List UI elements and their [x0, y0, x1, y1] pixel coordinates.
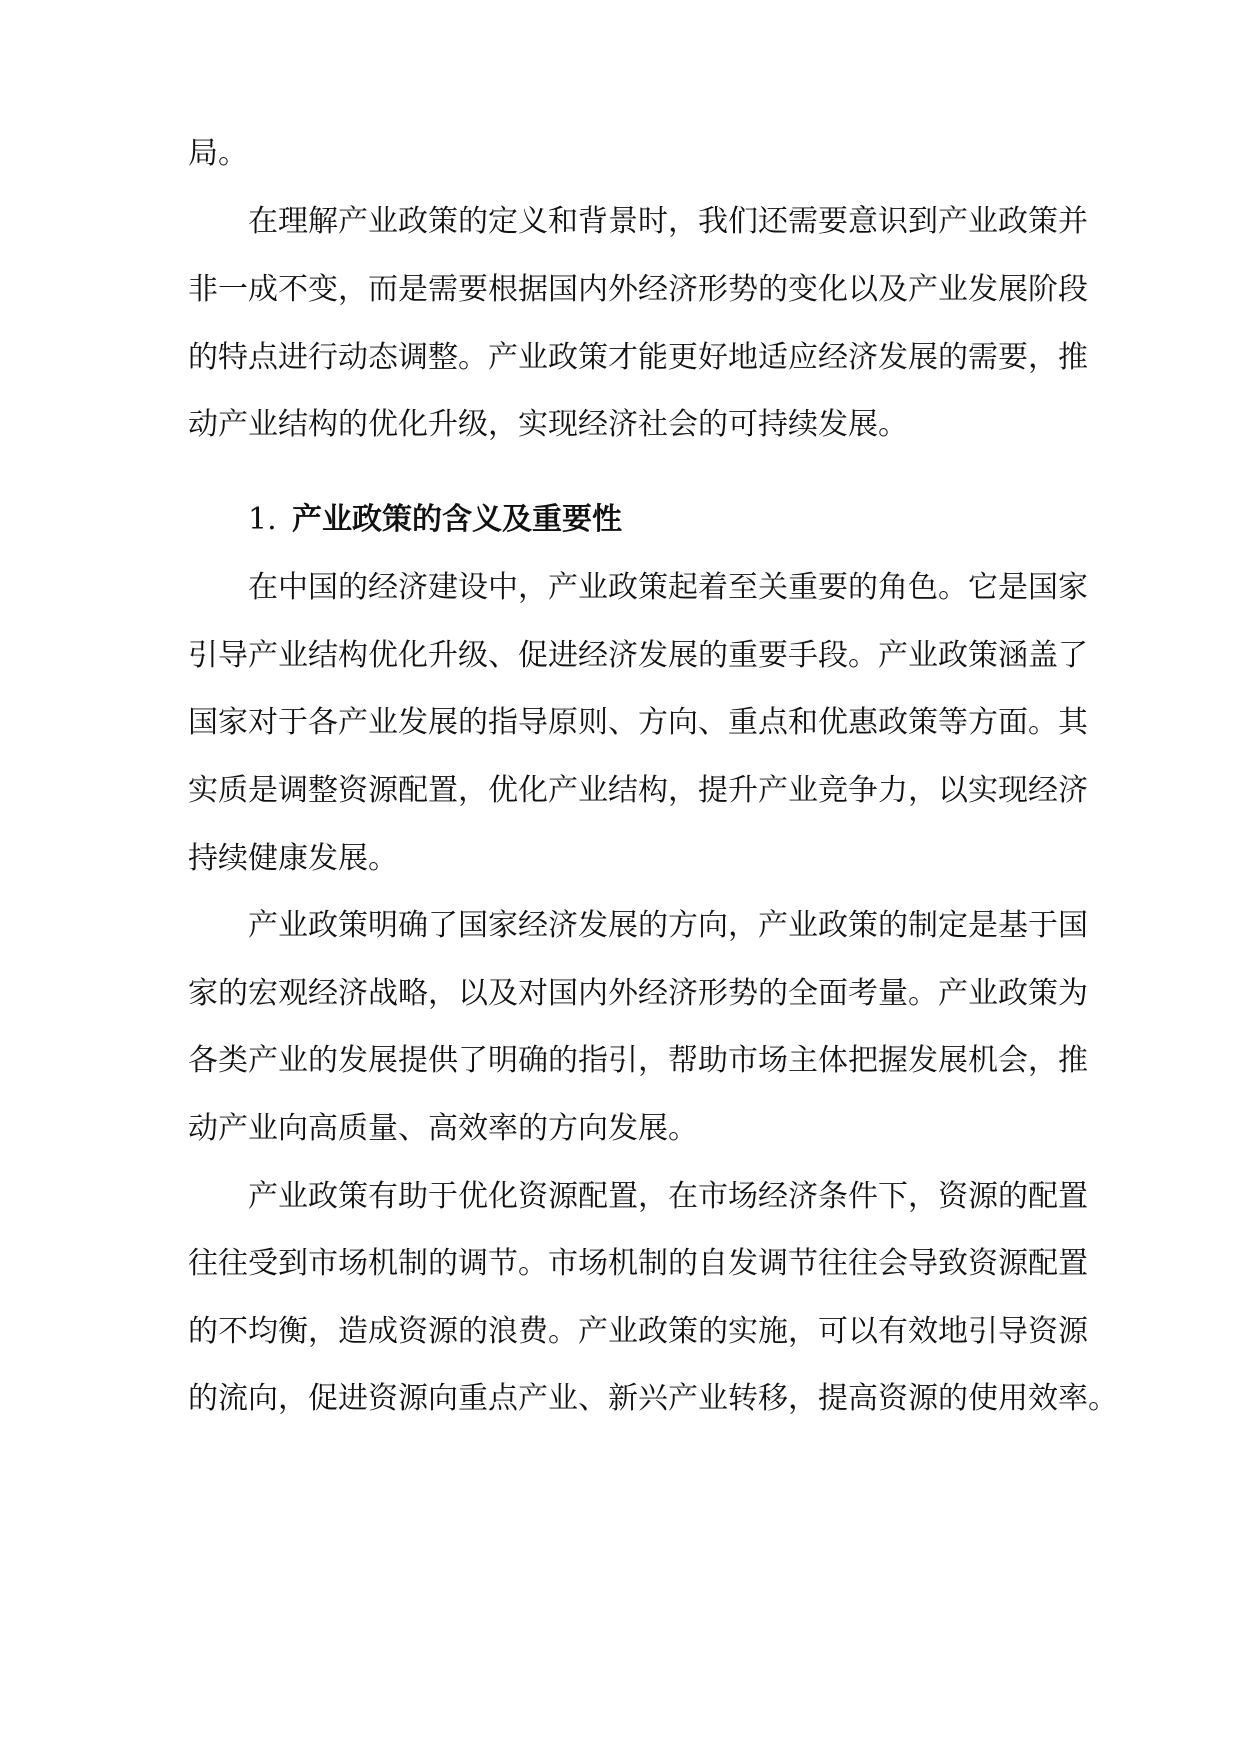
section-heading	[248, 500, 622, 540]
paragraph-3-line-4: 动产业向高质量、高效率的方向发展。	[188, 1111, 698, 1146]
section-heading-title: 产业政策的含义及重要性	[292, 502, 622, 537]
paragraph-1-line-2: 非一成不变，而是需要根据国内外经济形势的变化以及产业发展阶段	[188, 272, 1088, 307]
section-heading-number: 1.	[248, 502, 277, 537]
paragraph-1-line-4: 动产业结构的优化升级，实现经济社会的可持续发展。	[188, 407, 908, 442]
paragraph-4-line-4: 的流向，促进资源向重点产业、新兴产业转移，提高资源的使用效率。	[188, 1381, 1118, 1416]
paragraph-2-line-4: 实质是调整资源配置，优化产业结构，提升产业竞争力，以实现经济	[188, 773, 1088, 808]
paragraph-2-line-2: 引导产业结构优化升级、促进经济发展的重要手段。产业政策涵盖了	[188, 638, 1088, 673]
paragraph-4-line-3: 的不均衡，造成资源的浪费。产业政策的实施，可以有效地引导资源	[188, 1314, 1088, 1349]
paragraph-1-line-1: 在理解产业政策的定义和背景时，我们还需要意识到产业政策并	[248, 204, 1088, 239]
paragraph-4-line-2: 往往受到市场机制的调节。市场机制的自发调节往往会导致资源配置	[188, 1246, 1088, 1281]
paragraph-3-line-2: 家的宏观经济战略，以及对国内外经济形势的全面考量。产业政策为	[188, 976, 1088, 1011]
paragraph-2-line-1: 在中国的经济建设中，产业政策起着至关重要的角色。它是国家	[248, 570, 1088, 605]
paragraph-2-line-3: 国家对于各产业发展的指导原则、方向、重点和优惠政策等方面。其	[188, 705, 1088, 740]
paragraph-continuation: 局。	[188, 136, 248, 171]
paragraph-3-line-1: 产业政策明确了国家经济发展的方向，产业政策的制定是基于国	[248, 908, 1088, 943]
paragraph-1-line-3: 的特点进行动态调整。产业政策才能更好地适应经济发展的需要，推	[188, 340, 1088, 375]
paragraph-2-line-5: 持续健康发展。	[188, 841, 398, 876]
paragraph-3-line-3: 各类产业的发展提供了明确的指引，帮助市场主体把握发展机会，推	[188, 1043, 1088, 1078]
paragraph-4-line-1: 产业政策有助于优化资源配置，在市场经济条件下，资源的配置	[248, 1179, 1088, 1214]
